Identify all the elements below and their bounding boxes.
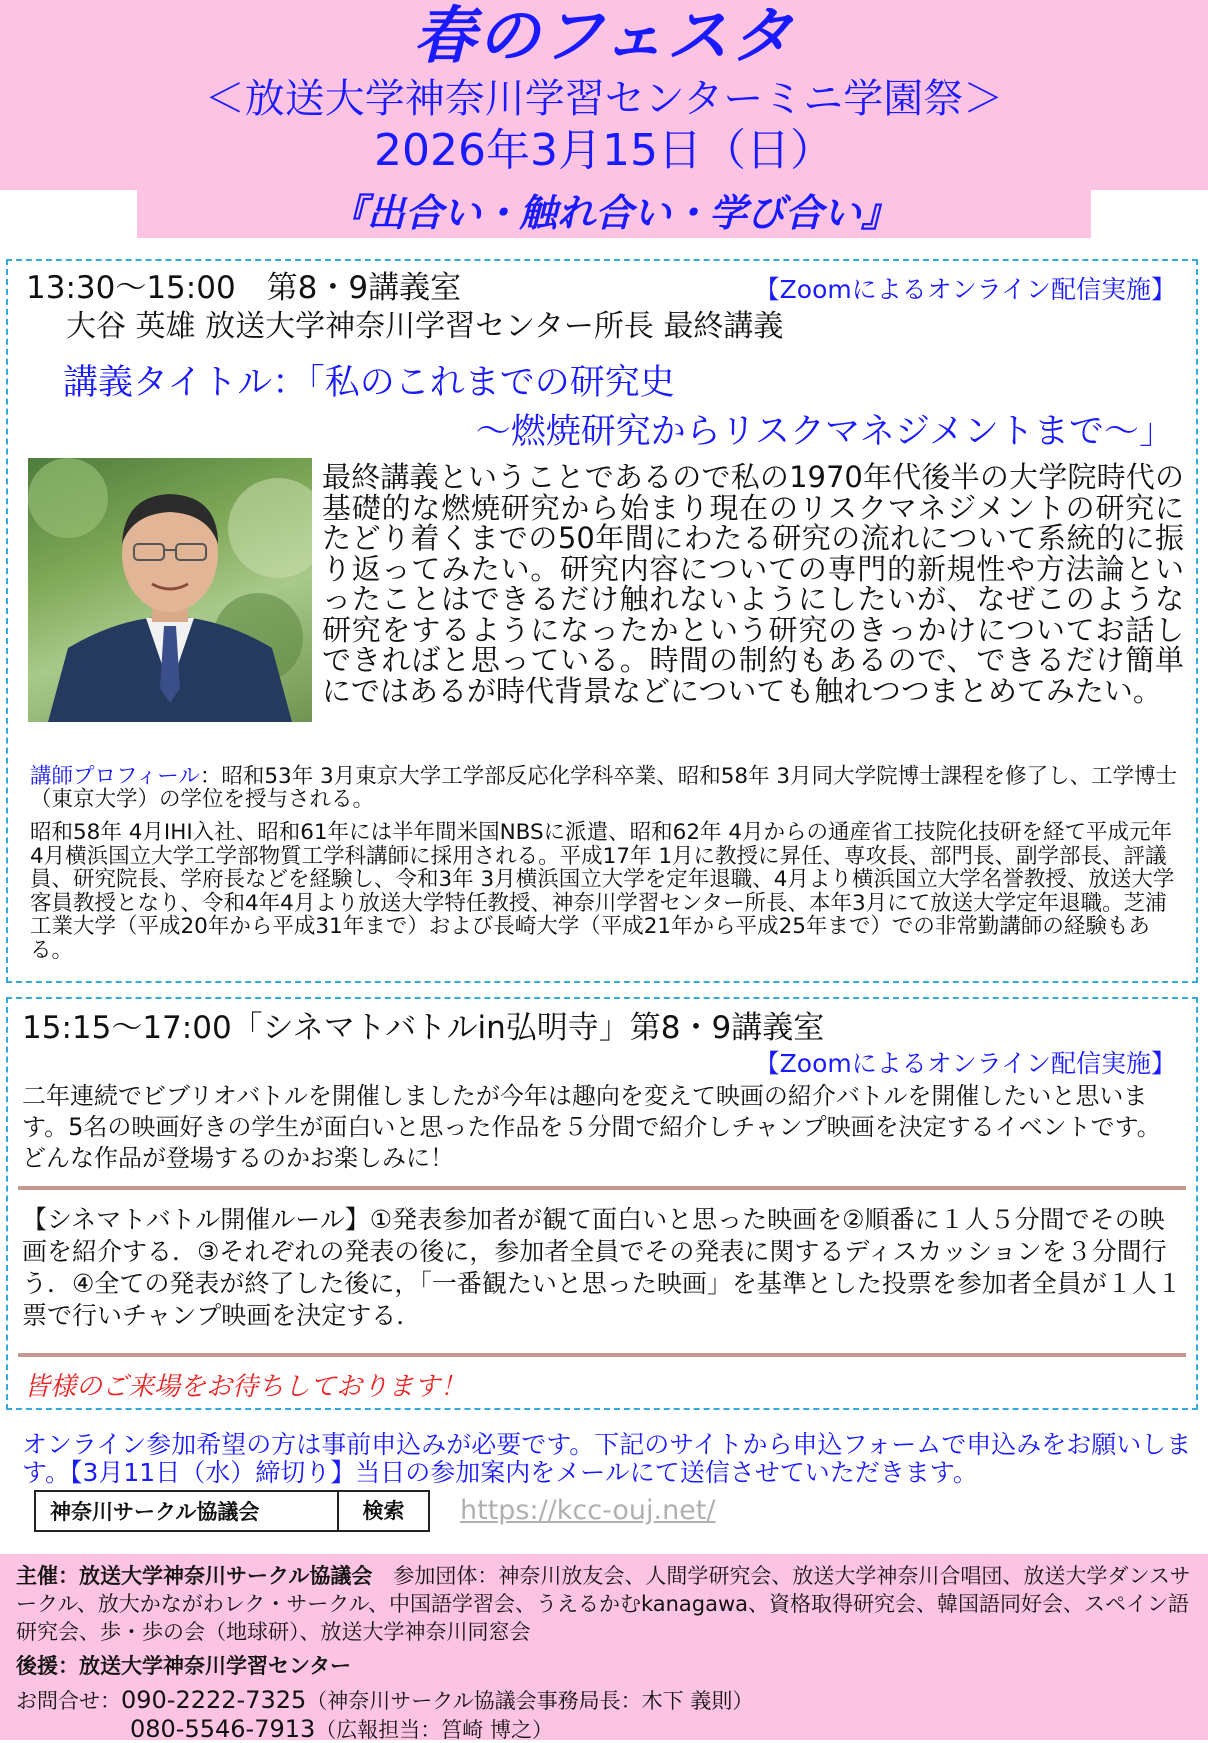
lecture-description: 最終講義ということであるので私の1970年代後半の大学院時代の基礎的な燃焼研究から始まり現在のリスクマネジメントの研究にたどり着くまでの50年間にわたる研究の流れについて系統的に振り返ってみたい。研究内容についての専門的新規性や方法論といったことはできるだけ触れないようにしたいが、なぜこのような研究をするようになったかという研究のきっかけについてお話しできればと思っている。時間の制約もあるので、できるだけ簡単にではあるが時代背景などについても触れつつまとめてみたい。 bbox=[322, 460, 1184, 708]
phone1-note: （神奈川サークル協議会事務局長：木下 義則） bbox=[306, 1689, 754, 1713]
profile-label: 講師プロフィール bbox=[30, 764, 200, 789]
contact-line1 bbox=[16, 1686, 753, 1715]
lecturer-photo bbox=[28, 458, 312, 722]
phone1: 090-2222-7325 bbox=[121, 1686, 307, 1714]
profile-part2: 昭和58年 4月IHI入社、昭和61年には半年間米国NBSに派遣、昭和62年 4月からの通産省工技院化技研を経て平成元年 4月横浜国立大学工学部物質工学科講師に採用される。平成17年 1月に教授に昇任、専攻長、部門長、副学部長、評議員、研究院長、学府長などを経験し、令和3年 3月横浜国立大学を定年退職、4月より横浜国立大学名誉教授、放送大学客員教授となり、令和4年4月より放送大学特任教授、神奈川学習センター所長、本年3月にて放送大学定年退職。芝浦工業大学（平成20年から平成31年まで）および長崎大学（平成21年から平成25年まで）での非常勤講師の経験もある。 bbox=[30, 820, 1175, 963]
lecture-section bbox=[6, 259, 1198, 983]
signup-notice: オンライン参加希望の方は事前申込みが必要です。下記のサイトから申込フォームで申込みをお願いします。【3月11日（水）締切り】当日の参加案内をメールにて送信させていただきます。 bbox=[22, 1430, 1192, 1487]
lecture-title-line1: 講義タイトル：「私のこれまでの研究史 bbox=[63, 363, 675, 403]
phone2: 080-5546-7913 bbox=[130, 1715, 316, 1743]
contact-line2 bbox=[130, 1716, 553, 1743]
footer-organizers bbox=[16, 1562, 1196, 1646]
event-date: 2026年3月15日（日） bbox=[374, 125, 834, 176]
participants: 参加団体：神奈川放友会、人間学研究会、放送大学神奈川合唱団、放送大学ダンスサークル、放大かながわレク・サークル、中国語学習会、うえるかむkanagawa、資格取得研究会、韓国語同好会、スペイン語研究会、歩・歩の会（地球研）、放送大学神奈川同窓会 bbox=[16, 1564, 1191, 1644]
welcome-message: 皆様のご来場をお待ちしております！ bbox=[24, 1372, 467, 1402]
slogan-banner bbox=[137, 190, 1091, 238]
lecture-title-line2: ～燃焼研究からリスクマネジメントまで～」 bbox=[475, 412, 1174, 452]
lecturer-name: 大谷 英雄 放送大学神奈川学習センター所長 最終講義 bbox=[66, 309, 784, 344]
signup-link[interactable]: https://kcc-ouj.net/ bbox=[460, 1495, 716, 1526]
slogan: 『出合い・触れ合い・学び合い』 bbox=[328, 191, 899, 235]
divider-bottom bbox=[18, 1353, 1186, 1357]
divider-top bbox=[18, 1186, 1186, 1190]
cinema-section bbox=[6, 997, 1198, 1410]
search-button[interactable]: 検索 bbox=[339, 1492, 428, 1530]
cinema-time-room: 15:15～17:00「シネマトバトルin弘明寺」第8・9講義室 bbox=[22, 1010, 825, 1046]
cinema-intro: 二年連続でビブリオバトルを開催しましたが今年は趣向を変えて映画の紹介バトルを開催したいと思います。5名の映画好きの学生が面白いと思った作品を５分間で紹介しチャンプ映画を決定するイベントです。どんな作品が登場するのかお楽しみに！ bbox=[22, 1082, 1161, 1172]
event-title: 春のフェスタ bbox=[413, 0, 795, 72]
support: 後援：放送大学神奈川学習センター bbox=[16, 1654, 352, 1678]
event-subtitle: ＜放送大学神奈川学習センターミニ学園祭＞ bbox=[204, 76, 1004, 122]
phone2-note: （広報担当：筥崎 博之） bbox=[315, 1718, 553, 1742]
contact-label: お問合せ： bbox=[16, 1689, 121, 1713]
organizer: 主催：放送大学神奈川サークル協議会 bbox=[16, 1564, 373, 1588]
header-banner bbox=[0, 0, 1208, 190]
cinema-rules: 【シネマトバトル開催ルール】①発表参加者が観て面白いと思った映画を②順番に１人５分間でその映画を紹介する．③それぞれの発表の後に，参加者全員でその発表に関するディスカッションを３分間行う．④全ての発表が終了した後に，「一番観たいと思った映画」を基準とした投票を参加者全員が１人１票で行いチャンプ映画を決定する． bbox=[22, 1205, 1182, 1330]
search-input[interactable] bbox=[36, 1492, 339, 1530]
footer bbox=[0, 1554, 1208, 1743]
lecture-time-room: 13:30～15:00 第8・9講義室 bbox=[26, 270, 462, 306]
lecture-zoom-note: 【Zoomによるオンライン配信実施】 bbox=[754, 275, 1176, 304]
profile-part1 bbox=[30, 765, 1182, 811]
cinema-zoom-note: 【Zoomによるオンライン配信実施】 bbox=[754, 1049, 1176, 1078]
search-box bbox=[34, 1490, 430, 1532]
profile-text1: ：昭和53年 3月東京大学工学部反応化学科卒業、昭和58年 3月同大学院博士課程を修了し、工学博士（東京大学）の学位を授与される。 bbox=[30, 764, 1178, 812]
